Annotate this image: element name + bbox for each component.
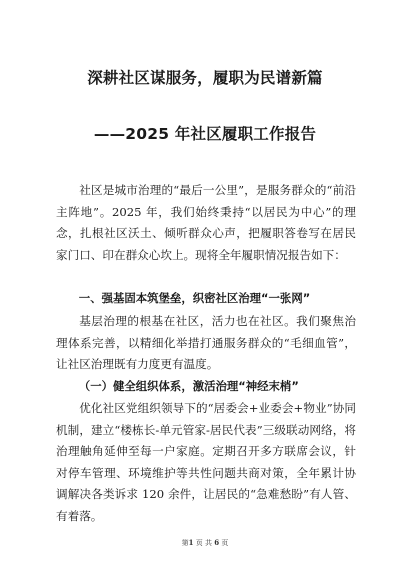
intro-paragraph: 社区是城市治理的“最后一公里”，是服务群众的“前沿主阵地”。2025 年，我们始终秉持“以居民为中心”的理念，扎根社区沃土、倾听群众心声，把履职答卷写在居民家门口、印在群众心坎上。现将全年履职情况报告如下： <box>56 183 356 262</box>
subsection-heading-1: （一）健全组织体系，激活治理“神经末梢” <box>78 379 299 393</box>
document-subtitle: ——2025 年社区履职工作报告 <box>93 125 317 143</box>
footer-suffix: 页 <box>219 539 229 547</box>
section-heading-1: 一、强基固本筑堡垒，织密社区治理“一张网” <box>78 291 311 305</box>
subsection-paragraph-1: 优化社区党组织领导下的“居委会+业委会+物业”协同机制，建立“楼栋长-单元管家-居民代表”三级联动网络，将治理触角延伸至每一户家庭。定期召开多方联席会议，针对停车管理、环境维护等共性问题共商对策，全年累计协调解决各类诉求 120 余件，让居民的“急难愁盼”有人管、有着落。 <box>56 401 356 523</box>
footer-total-pages: 6 <box>214 538 220 547</box>
page-footer <box>0 538 410 548</box>
section-paragraph-1: 基层治理的根基在社区，活力也在社区。我们聚焦治理体系完善，以精细化举措打通服务群众的“毛细血管”，让社区治理既有力度更有温度。 <box>56 314 356 371</box>
footer-middle: 页 共 <box>193 539 215 547</box>
document-title: 深耕社区谋服务，履职为民谱新篇 <box>87 69 323 87</box>
footer-prefix: 第 <box>181 539 189 547</box>
footer-current-page: 1 <box>188 538 194 547</box>
